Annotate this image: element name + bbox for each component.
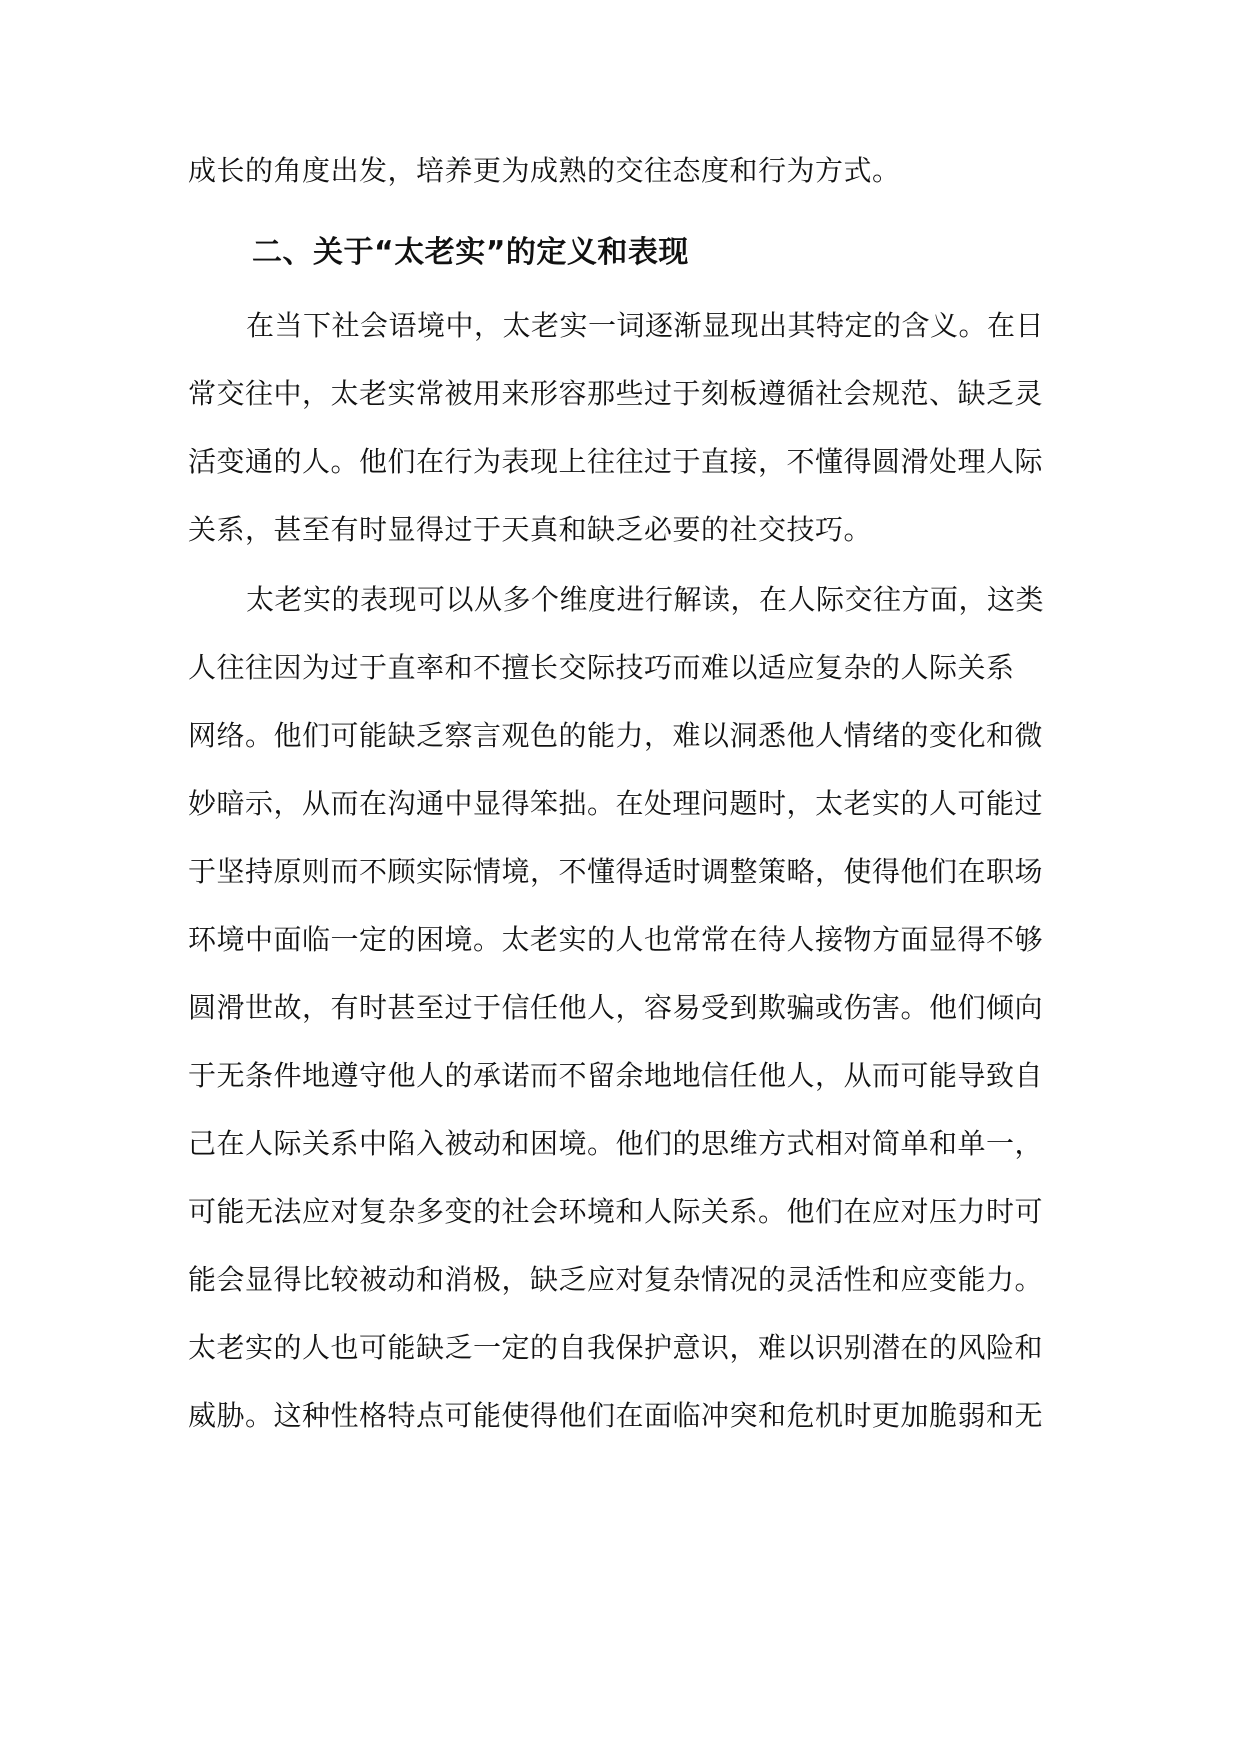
paragraph-line: 环境中面临一定的困境。太老实的人也常常在待人接物方面显得不够 (188, 923, 1044, 956)
paragraph-line: 人往往因为过于直率和不擅长交际技巧而难以适应复杂的人际关系 (188, 651, 1015, 684)
paragraph-line: 网络。他们可能缺乏察言观色的能力，难以洞悉他人情绪的变化和微 (188, 719, 1044, 752)
section-heading: 二、关于“太老实”的定义和表现 (252, 235, 689, 270)
paragraph-line: 己在人际关系中陷入被动和困境。他们的思维方式相对简单和单一， (188, 1127, 1044, 1160)
paragraph-line: 能会显得比较被动和消极，缺乏应对复杂情况的灵活性和应变能力。 (188, 1263, 1044, 1296)
paragraph-line: 太老实的人也可能缺乏一定的自我保护意识，难以识别潜在的风险和 (188, 1331, 1044, 1364)
paragraph-line: 在当下社会语境中，太老实一词逐渐显现出其特定的含义。在日 (246, 309, 1045, 342)
paragraph-line: 于无条件地遵守他人的承诺而不留余地地信任他人，从而可能导致自 (188, 1059, 1044, 1092)
paragraph-line: 威胁。这种性格特点可能使得他们在面临冲突和危机时更加脆弱和无 (188, 1399, 1044, 1432)
paragraph-line: 常交往中，太老实常被用来形容那些过于刻板遵循社会规范、缺乏灵 (188, 377, 1044, 410)
paragraph-line: 圆滑世故，有时甚至过于信任他人，容易受到欺骗或伤害。他们倾向 (188, 991, 1044, 1024)
paragraph-line: 关系，甚至有时显得过于天真和缺乏必要的社交技巧。 (188, 513, 873, 546)
paragraph-line: 妙暗示，从而在沟通中显得笨拙。在处理问题时，太老实的人可能过 (188, 787, 1044, 820)
intro-line: 成长的角度出发，培养更为成熟的交往态度和行为方式。 (188, 154, 901, 187)
paragraph-line: 太老实的表现可以从多个维度进行解读，在人际交往方面，这类 (246, 583, 1045, 616)
paragraph-line: 可能无法应对复杂多变的社会环境和人际关系。他们在应对压力时可 (188, 1195, 1044, 1228)
paragraph-line: 活变通的人。他们在行为表现上往往过于直接，不懂得圆滑处理人际 (188, 445, 1044, 478)
paragraph-line: 于坚持原则而不顾实际情境，不懂得适时调整策略，使得他们在职场 (188, 855, 1044, 888)
